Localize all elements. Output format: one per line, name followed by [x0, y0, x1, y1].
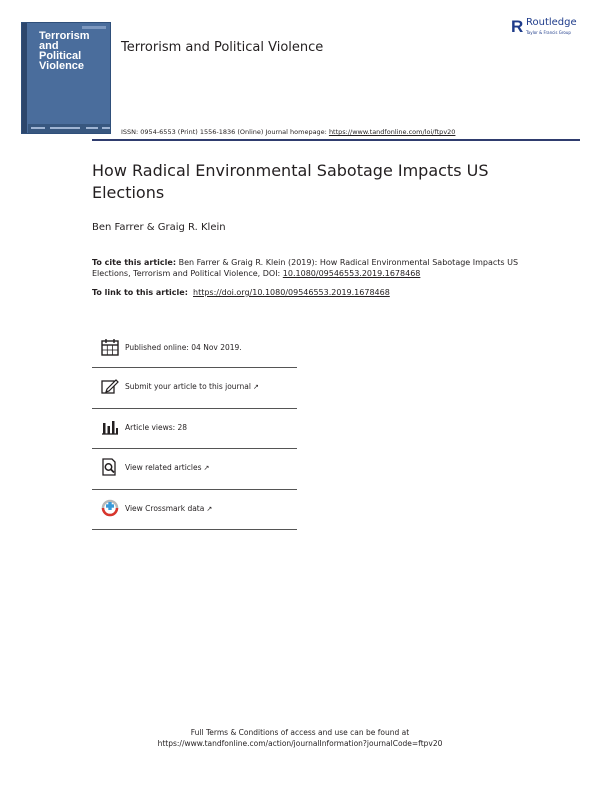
header-rule	[92, 139, 580, 141]
publisher-name: Routledge	[526, 17, 577, 28]
journal-homepage-link[interactable]: https://www.tandfonline.com/loi/ftpv20	[328, 128, 456, 136]
citation-text: Ben Farrer & Graig R. Klein (2019): How Radical Environmental Sabotage Impacts US Elections, Terrorism and Political Violence, DOI:	[92, 258, 519, 278]
citation-doi-link[interactable]: 10.1080/09546553.2019.1678468	[282, 269, 421, 278]
cover-bottom-band	[28, 124, 111, 133]
article-views-row	[92, 409, 297, 450]
footer-terms-link[interactable]: https://www.tandfonline.com/action/journalInformation?journalCode=ftpv20	[157, 739, 443, 748]
footer	[0, 727, 600, 749]
external-link-icon: ↗	[203, 464, 210, 472]
cover-top-strip	[82, 26, 106, 29]
link-label: To link to this article:	[92, 288, 188, 297]
crossmark-label: View Crossmark data	[125, 503, 205, 513]
link-line	[92, 288, 390, 297]
published-row	[92, 329, 297, 368]
crossmark-row[interactable]	[92, 490, 297, 531]
article-authors: Ben Farrer & Graig R. Klein	[92, 222, 226, 233]
issn-line	[121, 128, 455, 136]
article-doi-link[interactable]: https://doi.org/10.1080/09546553.2019.1678468	[193, 288, 390, 297]
issn-text: ISSN: 0954-6553 (Print) 1556-1836 (Online) Journal homepage:	[121, 128, 329, 136]
related-articles-label: View related articles	[125, 463, 202, 472]
published-date-text: Published online: 04 Nov 2019.	[125, 343, 242, 352]
journal-cover-image[interactable]	[21, 22, 111, 134]
submit-article-label: Submit your article to this journal	[125, 382, 251, 391]
article-info-list	[92, 329, 297, 530]
cover-spine	[22, 23, 27, 133]
related-articles-link[interactable]	[125, 463, 209, 472]
footer-terms-text: Full Terms & Conditions of access and use can be found at	[190, 728, 410, 737]
crossmark-link[interactable]	[125, 504, 212, 513]
crossmark-icon	[100, 499, 120, 517]
calendar-icon	[100, 338, 120, 356]
bar-chart-icon	[100, 418, 120, 436]
related-articles-row[interactable]	[92, 449, 297, 490]
citation-block	[92, 257, 532, 279]
article-title: How Radical Environmental Sabotage Impacts US Elections	[92, 161, 489, 202]
edit-icon	[100, 377, 120, 395]
external-link-icon: ↗	[206, 504, 213, 513]
submit-article-link[interactable]	[125, 382, 259, 391]
cover-title: Terrorism and Political Violence	[39, 30, 90, 72]
journal-title: Terrorism and Political Violence	[121, 40, 324, 55]
external-link-icon: ↗	[252, 383, 259, 391]
routledge-logo-icon: R	[511, 17, 524, 36]
publisher-tagline: Taylor & Francis Group	[526, 30, 571, 35]
search-document-icon	[100, 458, 120, 476]
citation-label: To cite this article:	[92, 258, 177, 267]
submit-article-row[interactable]	[92, 368, 297, 409]
article-views-text: Article views: 28	[125, 422, 188, 432]
publisher-logo	[511, 17, 587, 39]
